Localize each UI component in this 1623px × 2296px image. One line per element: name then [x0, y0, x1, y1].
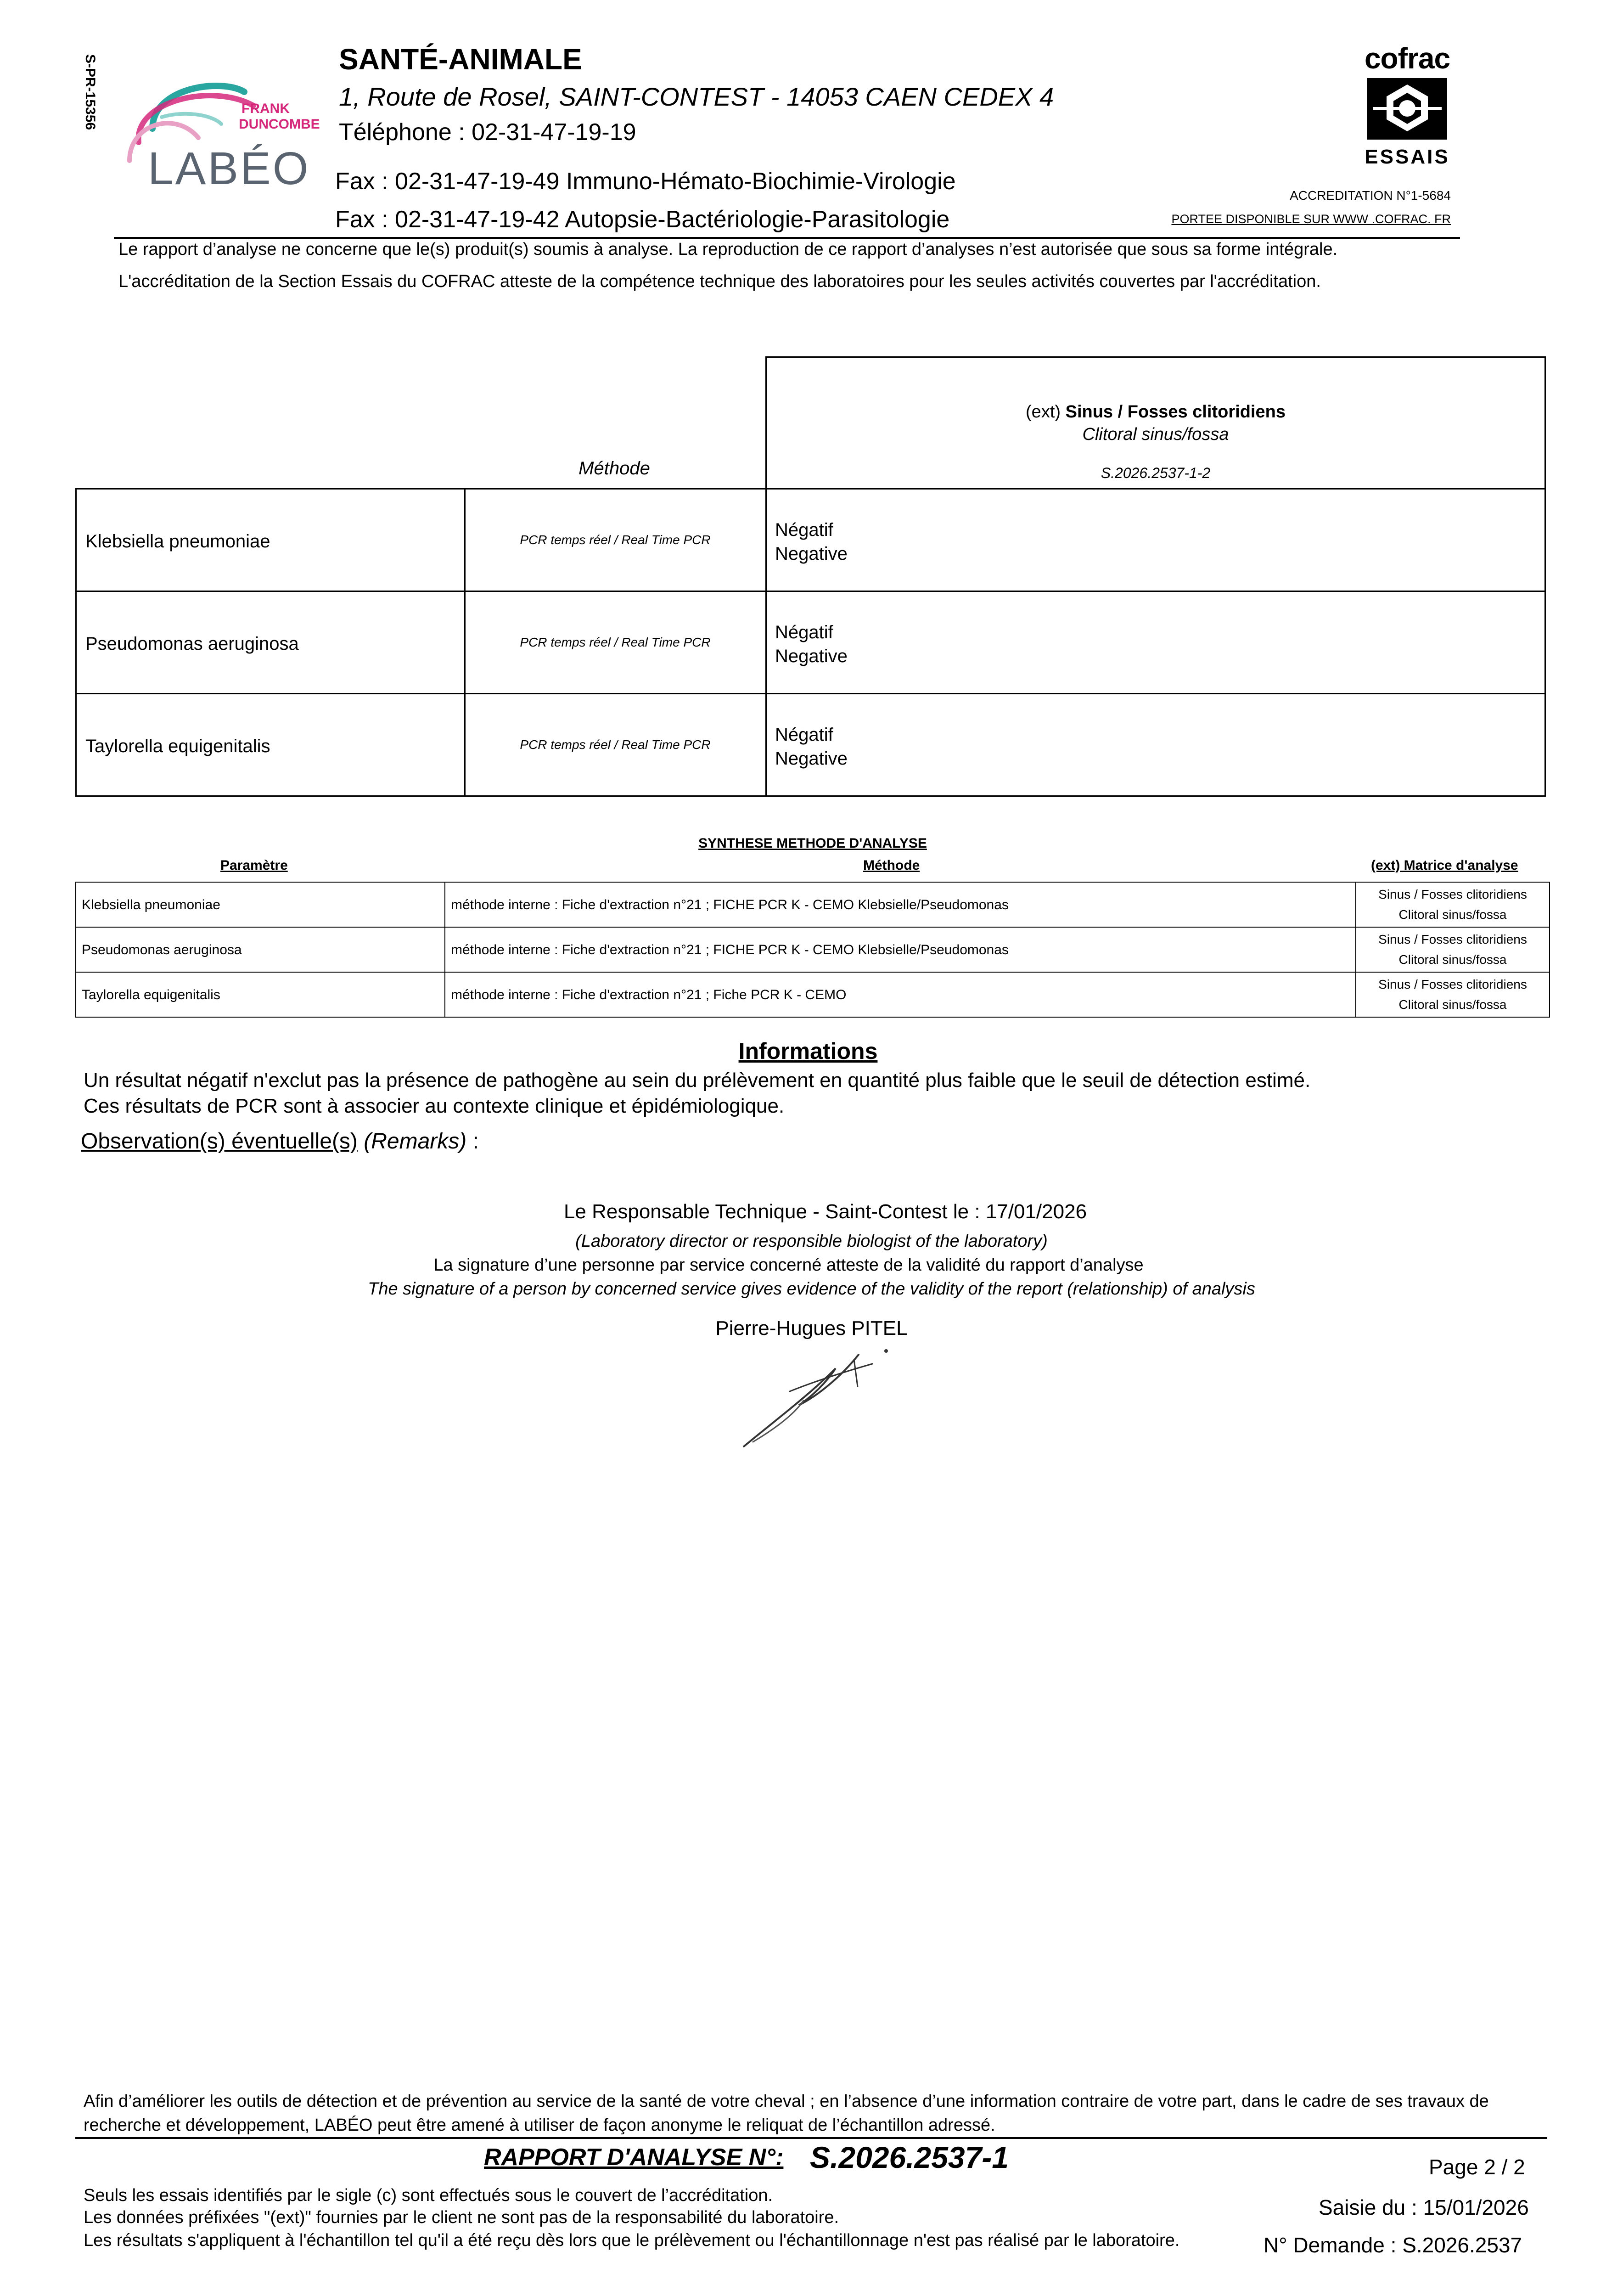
lab-fax-immuno: Fax : 02-31-47-19-49 Immuno-Hémato-Biochimie-Virologie — [335, 168, 956, 195]
labeo-logo — [120, 73, 322, 197]
result-row-2-result-cell — [765, 591, 1546, 694]
result-row-3-method: PCR temps réel / Real Time PCR — [520, 737, 711, 752]
logo-brand: LABÉO — [148, 143, 310, 194]
document-code-text: S-PR-15356 — [83, 54, 98, 130]
synthese-row-3-method: méthode interne : Fiche d'extraction n°21 ; Fiche PCR K - CEMO — [451, 987, 847, 1002]
result-row-3-param: Taylorella equigenitalis — [85, 736, 270, 756]
result-row-2-method: PCR temps réel / Real Time PCR — [520, 635, 711, 649]
signature-validity-fr: La signature d’une personne par service concerné atteste de la validité du rapport d’analyse — [433, 1255, 1144, 1275]
disclaimer-reproduction: Le rapport d’analyse ne concerne que le(s) produit(s) soumis à analyse. La reproduction de ce rapport d’analyses n’est autorisée que sous sa forme intégrale. — [118, 240, 1338, 259]
sample-title-text: Sinus / Fosses clitoridiens — [1065, 402, 1286, 422]
synthese-row-1-matrix-fr: Sinus / Fosses clitoridiens — [1378, 887, 1527, 901]
result-row-3-result-en: Negative — [775, 748, 848, 769]
result-row-1-method: PCR temps réel / Real Time PCR — [520, 533, 711, 547]
synthese-row-3-param: Taylorella equigenitalis — [82, 987, 220, 1002]
cofrac-hexagon-icon — [1359, 74, 1455, 143]
observations — [81, 1129, 479, 1154]
portee-link[interactable]: PORTEE DISPONIBLE SUR WWW .COFRAC. FR — [1171, 212, 1451, 226]
document-code — [71, 54, 99, 155]
lab-name: SANTÉ-ANIMALE — [339, 43, 582, 76]
synthese-col-param: Paramètre — [220, 858, 288, 873]
saisie-date: Saisie du : 15/01/2026 — [1319, 2195, 1529, 2219]
synthese-title: SYNTHESE METHODE D'ANALYSE — [698, 836, 927, 851]
synthese-row-1-matrix-en: Clitoral sinus/fossa — [1398, 907, 1507, 922]
logo-duncombe: DUNCOMBE — [239, 117, 320, 132]
synthese-row-2-method: méthode interne : Fiche d'extraction n°21 ; FICHE PCR K - CEMO Klebsielle/Pseudomonas — [451, 942, 1009, 957]
sample-prefix: (ext) — [1026, 402, 1066, 422]
cofrac-logo — [1359, 42, 1455, 180]
synthese-row-2-matrix — [1356, 929, 1549, 970]
responsable-technique: Le Responsable Technique - Saint-Contest le : 17/01/2026 — [563, 1200, 1087, 1223]
page-number: Page 2 / 2 — [1429, 2155, 1525, 2179]
logo-frank: FRANK — [241, 101, 290, 116]
synthese-row-2-param: Pseudomonas aeruginosa — [82, 942, 242, 957]
result-row-3-result-cell — [765, 693, 1546, 797]
synthese-row-1-method: méthode interne : Fiche d'extraction n°21 ; FICHE PCR K - CEMO Klebsielle/Pseudomonas — [451, 897, 1009, 912]
synthese-col-methode: Méthode — [863, 858, 920, 873]
cofrac-essais: ESSAIS — [1365, 146, 1450, 168]
synthese-row-2-matrix-fr: Sinus / Fosses clitoridiens — [1378, 932, 1527, 946]
lab-telephone: Téléphone : 02-31-47-19-19 — [339, 119, 636, 146]
sample-id: S.2026.2537-1-2 — [1101, 465, 1211, 481]
synthese-col-matrice: (ext) Matrice d'analyse — [1371, 858, 1518, 873]
demande-number: N° Demande : S.2026.2537 — [1264, 2233, 1522, 2257]
lab-fax-autopsie: Fax : 02-31-47-19-42 Autopsie-Bactériologie-Parasitologie — [335, 206, 950, 233]
accreditation-number: ACCREDITATION N°1-5684 — [1290, 188, 1451, 203]
observations-remarks: (Remarks) — [364, 1129, 467, 1154]
methode-header: Méthode — [578, 458, 650, 478]
footer-line-3: Les résultats s'appliquent à l'échantillon tel qu'il a été reçu dès lors que le prélèvement ou l'échantillonnage n'est pas réalisé par le laboratoire. — [84, 2231, 1180, 2250]
result-row-1-param: Klebsiella pneumoniae — [85, 531, 270, 551]
result-row-1-result-cell — [765, 488, 1546, 592]
footer-line-2: Les données préfixées "(ext)" fournies par le client ne sont pas de la responsabilité du laboratoire. — [84, 2208, 839, 2227]
result-row-2-param: Pseudomonas aeruginosa — [85, 634, 299, 654]
signature-validity-en: The signature of a person by concerned service gives evidence of the validity of the report (relationship) of analysis — [368, 1279, 1255, 1299]
synthese-row-2-matrix-en: Clitoral sinus/fossa — [1398, 952, 1507, 967]
informations-title: Informations — [738, 1038, 878, 1064]
header-divider — [114, 237, 1460, 239]
rapport-number: S.2026.2537-1 — [810, 2140, 1009, 2174]
cofrac-logo-text: cofrac — [1364, 42, 1450, 75]
footer-divider — [75, 2137, 1547, 2139]
synthese-row-1-matrix — [1356, 884, 1549, 925]
result-row-2-result-fr: Négatif — [775, 622, 833, 642]
footer-line-1: Seuls les essais identifiés par le sigle (c) sont effectués sous le couvert de l’accréditation. — [84, 2186, 773, 2205]
sample-title — [765, 402, 1546, 422]
footer-annotation: Afin d’améliorer les outils de détection et de prévention au service de la santé de votre cheval ; en l’absence d’une information contraire de votre part, dans le cadre de ses travaux de recherche et développement, LABÉO peut être amené à utiliser de façon anonyme le reliquat de l’échantillon adressé. — [84, 2092, 1489, 2135]
responsable-role-en: (Laboratory director or responsible biologist of the laboratory) — [575, 1232, 1048, 1251]
synthese-row-1-param: Klebsiella pneumoniae — [82, 897, 220, 912]
result-row-2-result — [775, 620, 848, 668]
observations-label: Observation(s) éventuelle(s) — [81, 1129, 358, 1154]
disclaimer-accreditation: L'accréditation de la Section Essais du COFRAC atteste de la compétence technique des laboratoires pour les seules activités couvertes par l'accréditation. — [118, 272, 1321, 291]
result-row-2-result-en: Negative — [775, 646, 848, 666]
informations-line-1: Un résultat négatif n'exclut pas la présence de pathogène au sein du prélèvement en quantité plus faible que le seuil de détection estimé. — [84, 1069, 1311, 1092]
result-row-3-result — [775, 723, 848, 771]
lab-address: 1, Route de Rosel, SAINT-CONTEST - 14053 CAEN CEDEX 4 — [339, 82, 1054, 111]
result-row-1-result — [775, 518, 848, 566]
synthese-row-3-matrix-fr: Sinus / Fosses clitoridiens — [1378, 977, 1527, 991]
result-row-3-result-fr: Négatif — [775, 725, 833, 745]
handwritten-signature — [735, 1341, 891, 1451]
sample-subtitle: Clitoral sinus/fossa — [1082, 425, 1229, 444]
rapport-label: RAPPORT D'ANALYSE N°: — [484, 2144, 784, 2171]
synthese-row-3-matrix-en: Clitoral sinus/fossa — [1398, 997, 1507, 1012]
result-row-1-result-en: Negative — [775, 544, 848, 564]
result-row-1-result-fr: Négatif — [775, 520, 833, 540]
informations-line-2: Ces résultats de PCR sont à associer au contexte clinique et épidémiologique. — [84, 1095, 785, 1117]
signatory-name: Pierre-Hugues PITEL — [715, 1317, 908, 1339]
observations-colon: : — [466, 1129, 479, 1154]
synthese-row-3-matrix — [1356, 974, 1549, 1015]
